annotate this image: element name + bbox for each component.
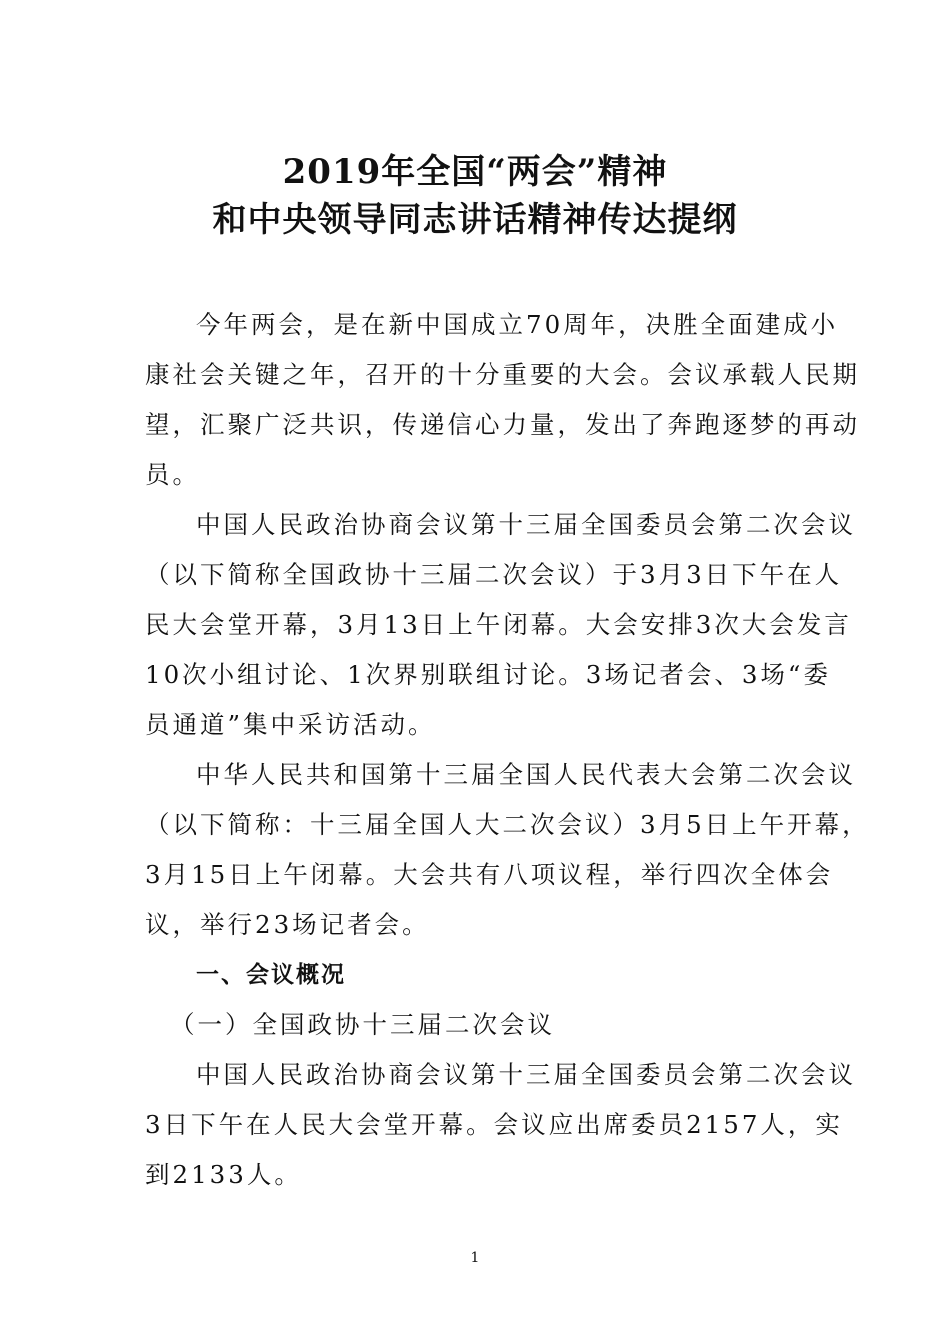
paragraph-2-line-1: 中国人民政治协商会议第十三届全国委员会第二次会议: [196, 510, 856, 539]
paragraph-1-line-1: 今年两会，是在新中国成立70周年，决胜全面建成小: [196, 310, 839, 339]
document-title-line-1: 2019年全国“两会”精神: [282, 152, 668, 192]
document-title-line-2: 和中央领导同志讲话精神传达提纲: [212, 200, 738, 240]
page-number: 1: [470, 1250, 480, 1266]
paragraph-3-line-1: 中华人民共和国第十三届全国人民代表大会第二次会议: [196, 760, 856, 789]
paragraph-3-line-3: 3月15日上午闭幕。大会共有八项议程，举行四次全体会: [145, 860, 834, 889]
section-heading-1: 一、会议概况: [196, 962, 346, 988]
paragraph-2-line-4: 10次小组讨论、1次界别联组讨论。3场记者会、3场“委: [145, 660, 831, 689]
paragraph-3-line-2: （以下简称：十三届全国人大二次会议）3月5日上午开幕，: [145, 810, 870, 839]
paragraph-2-line-2: （以下简称全国政协十三届二次会议）于3月3日下午在人: [145, 560, 843, 589]
paragraph-4-line-3: 到2133人。: [145, 1160, 302, 1189]
paragraph-4-line-1: 中国人民政治协商会议第十三届全国委员会第二次会议: [196, 1060, 856, 1089]
paragraph-1-line-2: 康社会关键之年，召开的十分重要的大会。会议承载人民期: [145, 360, 860, 389]
subsection-heading-1: （一）全国政协十三届二次会议: [170, 1010, 555, 1039]
paragraph-2-line-5: 员通道”集中采访活动。: [145, 710, 436, 739]
paragraph-1-line-3: 望，汇聚广泛共识，传递信心力量，发出了奔跑逐梦的再动: [145, 410, 860, 439]
paragraph-2-line-3: 民大会堂开幕，3月13日上午闭幕。大会安排3次大会发言: [145, 610, 852, 639]
paragraph-1-line-4: 员。: [145, 460, 200, 489]
paragraph-4-line-2: 3日下午在人民大会堂开幕。会议应出席委员2157人，实: [145, 1110, 843, 1139]
paragraph-3-line-4: 议，举行23场记者会。: [145, 910, 430, 939]
